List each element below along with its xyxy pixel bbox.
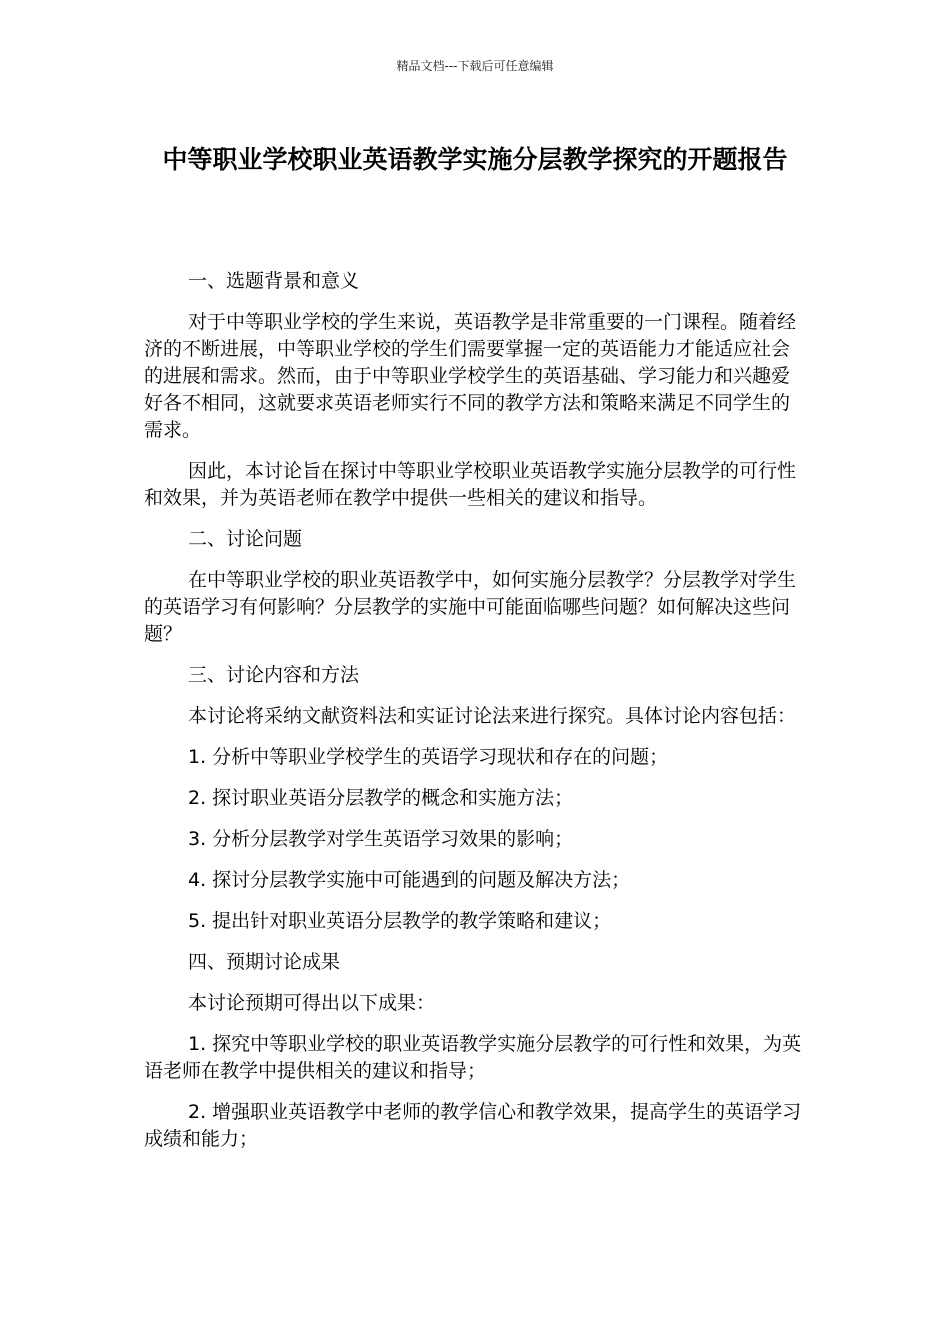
paragraph-questions: 在中等职业学校的职业英语教学中，如何实施分层教学？分层教学对学生的英语学习有何影响？分层教学的实施中可能面临哪些问题？如何解决这些问题？ [144,569,797,645]
header-note: 精品文档---下载后可任意编辑 [396,59,554,73]
list-item-outcome-2: 2. 增强职业英语教学中老师的教学信心和教学效果，提高学生的英语学习成绩和能力； [144,1101,802,1150]
section-heading-methods: 三、讨论内容和方法 [188,664,360,686]
paragraph-outcomes: 本讨论预期可得出以下成果： [188,992,436,1014]
section-heading-outcomes: 四、预期讨论成果 [188,951,341,973]
list-item-method-4: 4. 探讨分层教学实施中可能遇到的问题及解决方法； [188,869,631,891]
document-body [144,268,808,1167]
list-item-method-2: 2. 探讨职业英语分层教学的概念和实施方法； [188,787,574,809]
document-title: 中等职业学校职业英语教学实施分层教学探究的开题报告 [162,145,788,174]
paragraph-purpose: 因此，本讨论旨在探讨中等职业学校职业英语教学实施分层教学的可行性和效果，并为英语老师在教学中提供一些相关的建议和指导。 [144,460,797,509]
paragraph-background: 对于中等职业学校的学生来说，英语教学是非常重要的一门课程。随着经济的不断进展，中等职业学校的学生们需要掌握一定的英语能力才能适应社会的进展和需求。然而，由于中等职业学校学生的英语基础、学习能力和兴趣爱好各不相同，这就要求英语老师实行不同的教学方法和策略来满足不同学生的需求。 [144,311,797,441]
section-heading-background: 一、选题背景和意义 [188,270,360,292]
list-item-method-5: 5. 提出针对职业英语分层教学的教学策略和建议； [188,910,612,932]
section-heading-questions: 二、讨论问题 [188,528,303,550]
list-item-outcome-1: 1. 探究中等职业学校的职业英语教学实施分层教学的可行性和效果，为英语老师在教学中提供相关的建议和指导； [144,1033,802,1082]
list-item-method-3: 3. 分析分层教学对学生英语学习效果的影响； [188,828,574,850]
paragraph-methods: 本讨论将采纳文献资料法和实证讨论法来进行探究。具体讨论内容包括： [188,705,797,727]
list-item-method-1: 1. 分析中等职业学校学生的英语学习现状和存在的问题； [188,746,669,768]
